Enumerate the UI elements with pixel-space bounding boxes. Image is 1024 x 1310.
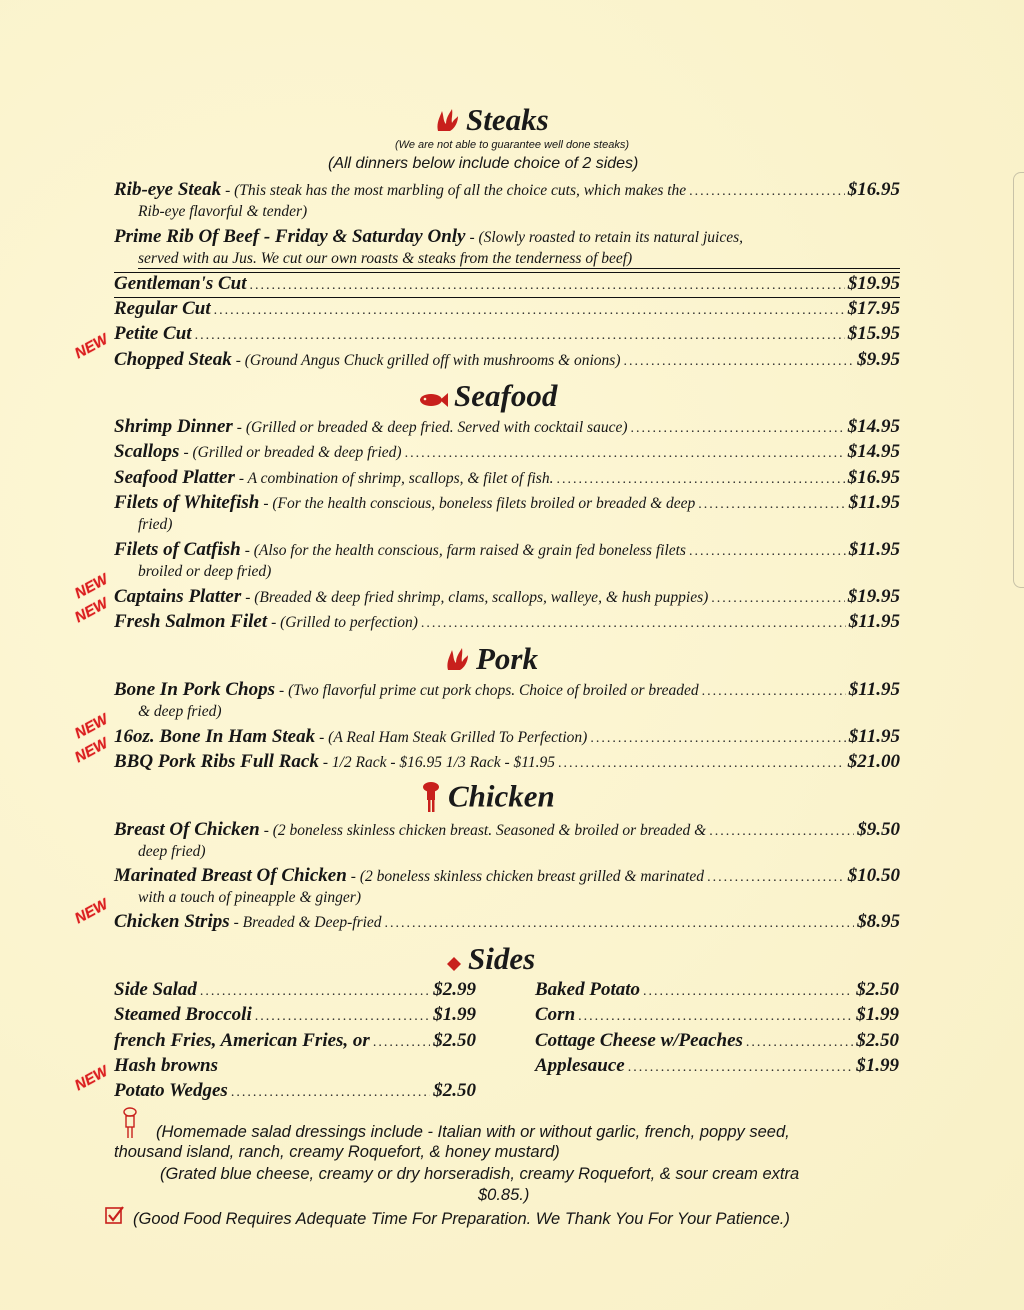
side-item-fries <box>114 1030 476 1054</box>
leader-dots <box>631 418 845 440</box>
new-badge: NEW <box>72 710 111 743</box>
steaks-note-sides: (All dinners below include choice of 2 sides) <box>328 155 639 172</box>
section-title-text: Pork <box>476 641 538 676</box>
side-item-potato-wedges <box>114 1080 476 1104</box>
chef-icon <box>120 1106 140 1145</box>
diamond-icon <box>446 946 462 977</box>
item-name: Petite Cut <box>114 323 192 344</box>
leader-dots <box>200 981 430 1003</box>
item-desc: - (Grilled or breaded & deep fried. Served with cocktail sauce) <box>236 419 628 436</box>
side-item-hash-browns <box>114 1055 218 1077</box>
leader-dots <box>195 325 845 347</box>
item-name: french Fries, American Fries, or <box>114 1030 370 1051</box>
item-name: Side Salad <box>114 979 197 1000</box>
item-price: $2.50 <box>433 1080 476 1101</box>
item-price: $11.95 <box>848 611 900 632</box>
footer-patience: (Good Food Requires Adequate Time For Preparation. We Thank You For Your Patience.) <box>133 1210 790 1228</box>
item-price: $2.50 <box>856 1030 899 1051</box>
leader-dots <box>698 494 846 516</box>
item-price: $21.00 <box>847 751 900 772</box>
menu-item-scallops <box>114 441 900 465</box>
leader-dots <box>578 1006 853 1028</box>
footer-extras-cont: $0.85.) <box>478 1186 530 1204</box>
leader-dots <box>709 821 854 843</box>
item-name: Baked Potato <box>535 979 641 1000</box>
item-desc: - (This steak has the most marbling of all the choice cuts, which makes the <box>225 182 687 199</box>
item-price: $14.95 <box>847 441 900 462</box>
item-desc-cont: Rib-eye flavorful & tender) <box>138 203 308 220</box>
item-desc: - (A Real Ham Steak Grilled To Perfection) <box>319 729 588 746</box>
menu-item-pork-chops <box>114 679 900 703</box>
item-name: Rib-eye Steak <box>114 179 222 200</box>
item-name: Seafood Platter <box>114 467 235 488</box>
chef-icon <box>420 780 442 819</box>
item-name: Cottage Cheese w/Peaches <box>535 1030 743 1051</box>
menu-item-gentleman-cut <box>114 272 900 298</box>
leader-dots <box>214 300 845 322</box>
item-price: $19.95 <box>847 273 900 294</box>
fish-icon <box>418 383 448 414</box>
item-desc: - (Also for the health conscious, farm raised & grain fed boneless filets <box>244 542 686 559</box>
item-price: $16.95 <box>847 467 900 488</box>
section-title-text: Steaks <box>466 102 549 137</box>
item-name: Filets of Catfish <box>114 539 241 560</box>
section-title-seafood <box>418 380 557 414</box>
section-title-text: Chicken <box>448 778 555 814</box>
section-title-chicken <box>420 780 555 819</box>
footer-dressings: (Homemade salad dressings include - Italian with or without garlic, french, poppy seed, <box>156 1123 790 1141</box>
menu-item-chopped-steak <box>114 349 900 373</box>
menu-item-ribeye <box>114 179 900 203</box>
item-name: Potato Wedges <box>114 1080 228 1101</box>
item-desc-cont: deep fried) <box>138 843 206 860</box>
item-price: $9.95 <box>857 349 900 370</box>
leader-dots <box>689 541 846 563</box>
item-name: Hash browns <box>114 1055 219 1076</box>
item-name: Captains Platter <box>114 586 242 607</box>
menu-item-shrimp-dinner <box>114 416 900 440</box>
leader-dots <box>711 588 844 610</box>
side-item-baked-potato <box>535 979 899 1003</box>
leader-dots <box>689 181 845 203</box>
leader-dots <box>558 753 845 775</box>
section-title-text: Sides <box>468 941 536 976</box>
leader-dots <box>250 275 845 297</box>
item-name: Shrimp Dinner <box>114 416 233 437</box>
item-price: $11.95 <box>848 726 900 747</box>
item-name: 16oz. Bone In Ham Steak <box>114 726 316 747</box>
item-price: $14.95 <box>847 416 900 437</box>
leader-dots <box>385 913 855 935</box>
menu-item-chicken-strips <box>114 911 900 935</box>
new-badge: NEW <box>72 895 111 928</box>
menu-item-breast-of-chicken <box>114 819 900 843</box>
item-price: $1.99 <box>856 1004 899 1025</box>
menu-item-ham-steak <box>114 726 900 750</box>
item-name: Scallops <box>114 441 180 462</box>
leader-dots <box>643 981 853 1003</box>
page-edge <box>1013 172 1024 588</box>
item-desc: - (For the health conscious, boneless filets broiled or breaded & deep <box>263 495 696 512</box>
steaks-note-welldone: (We are not able to guarantee well done steaks) <box>395 139 629 151</box>
menu-item-whitefish <box>114 492 900 516</box>
footer-dressings-cont: thousand island, ranch, creamy Roquefort, & honey mustard) <box>114 1143 560 1161</box>
item-name: BBQ Pork Ribs Full Rack <box>114 751 319 772</box>
item-price: $2.50 <box>433 1030 476 1051</box>
flame-icon <box>444 646 470 677</box>
section-title-sides <box>446 943 535 977</box>
footer-extras: (Grated blue cheese, creamy or dry horseradish, creamy Roquefort, & sour cream extra <box>160 1165 800 1183</box>
side-item-salad <box>114 979 476 1003</box>
leader-dots <box>628 1057 854 1079</box>
item-name: Filets of Whitefish <box>114 492 260 513</box>
item-price: $1.99 <box>856 1055 899 1076</box>
leader-dots <box>255 1006 431 1028</box>
item-price: $11.95 <box>848 492 900 513</box>
menu-item-bbq-ribs <box>114 751 900 775</box>
menu-item-captains-platter <box>114 586 900 610</box>
menu-item-salmon-filet <box>114 611 900 635</box>
leader-dots <box>702 681 846 703</box>
menu-item-prime-rib <box>114 226 743 249</box>
item-price: $17.95 <box>847 298 900 319</box>
flame-icon <box>434 107 460 138</box>
item-desc-cont: & deep fried) <box>138 703 222 720</box>
item-name: Breast Of Chicken <box>114 819 260 840</box>
item-name: Regular Cut <box>114 298 211 319</box>
item-desc: - (Two flavorful prime cut pork chops. Choice of broiled or breaded <box>279 682 699 699</box>
item-price: $8.95 <box>857 911 900 932</box>
leader-dots <box>746 1032 853 1054</box>
item-price: $10.50 <box>847 865 900 886</box>
leader-dots <box>707 867 845 889</box>
item-name: Fresh Salmon Filet <box>114 611 268 632</box>
item-price: $11.95 <box>848 679 900 700</box>
item-desc: - (Breaded & deep fried shrimp, clams, scallops, walleye, & hush puppies) <box>245 589 709 606</box>
side-item-applesauce <box>535 1055 899 1079</box>
item-name: Prime Rib Of Beef - Friday & Saturday Only <box>114 226 466 247</box>
item-price: $9.50 <box>857 819 900 840</box>
item-desc-cont: served with au Jus. We cut our own roasts & steaks from the tenderness of beef) <box>138 250 900 269</box>
item-name: Applesauce <box>535 1055 625 1076</box>
item-desc: - Breaded & Deep-fried <box>233 914 382 931</box>
new-badge: NEW <box>72 594 111 627</box>
leader-dots <box>421 613 846 635</box>
item-price: $19.95 <box>847 586 900 607</box>
item-name: Marinated Breast Of Chicken <box>114 865 347 886</box>
item-price: $1.99 <box>433 1004 476 1025</box>
new-badge: NEW <box>72 1062 111 1095</box>
item-desc-cont: broiled or deep fried) <box>138 563 272 580</box>
menu-item-seafood-platter <box>114 467 900 491</box>
item-price: $15.95 <box>847 323 900 344</box>
checkbox-icon <box>105 1205 125 1230</box>
menu-item-petite-cut <box>114 323 900 347</box>
side-item-corn <box>535 1004 899 1028</box>
item-name: Corn <box>535 1004 576 1025</box>
item-desc: - 1/2 Rack - $16.95 1/3 Rack - $11.95 <box>322 754 555 771</box>
item-desc: - (2 boneless skinless chicken breast grilled & marinated <box>350 868 705 885</box>
item-desc-cont: with a touch of pineapple & ginger) <box>138 889 362 906</box>
item-price: $16.95 <box>847 179 900 200</box>
item-desc: - (Grilled or breaded & deep fried) <box>183 444 402 461</box>
item-price: $11.95 <box>848 539 900 560</box>
menu-item-marinated-chicken <box>114 865 900 889</box>
side-item-broccoli <box>114 1004 476 1028</box>
side-item-cottage-cheese <box>535 1030 899 1054</box>
menu-item-regular-cut <box>114 298 900 322</box>
item-desc: - (Slowly roasted to retain its natural juices, <box>469 229 744 246</box>
item-name: Steamed Broccoli <box>114 1004 252 1025</box>
leader-dots <box>373 1032 430 1054</box>
section-title-text: Seafood <box>454 378 558 413</box>
leader-dots <box>405 443 845 465</box>
item-name: Gentleman's Cut <box>114 273 247 294</box>
item-desc: - (Ground Angus Chuck grilled off with mushrooms & onions) <box>235 352 621 369</box>
new-badge: NEW <box>72 734 111 767</box>
leader-dots <box>623 351 854 373</box>
section-title-pork <box>444 643 538 677</box>
item-name: Chopped Steak <box>114 349 232 370</box>
leader-dots <box>556 469 844 491</box>
new-badge: NEW <box>72 570 111 603</box>
item-desc: - (2 boneless skinless chicken breast. Seasoned & broiled or breaded & <box>263 822 707 839</box>
section-title-steaks <box>434 104 549 138</box>
item-name: Chicken Strips <box>114 911 230 932</box>
leader-dots <box>590 728 845 750</box>
new-badge: NEW <box>72 330 111 363</box>
item-name: Bone In Pork Chops <box>114 679 276 700</box>
item-price: $2.50 <box>856 979 899 1000</box>
leader-dots <box>231 1082 430 1104</box>
menu-item-catfish <box>114 539 900 563</box>
item-price: $2.99 <box>433 979 476 1000</box>
item-desc: - A combination of shrimp, scallops, & filet of fish. <box>238 470 554 487</box>
item-desc-cont: fried) <box>138 516 173 533</box>
item-desc: - (Grilled to perfection) <box>271 614 418 631</box>
